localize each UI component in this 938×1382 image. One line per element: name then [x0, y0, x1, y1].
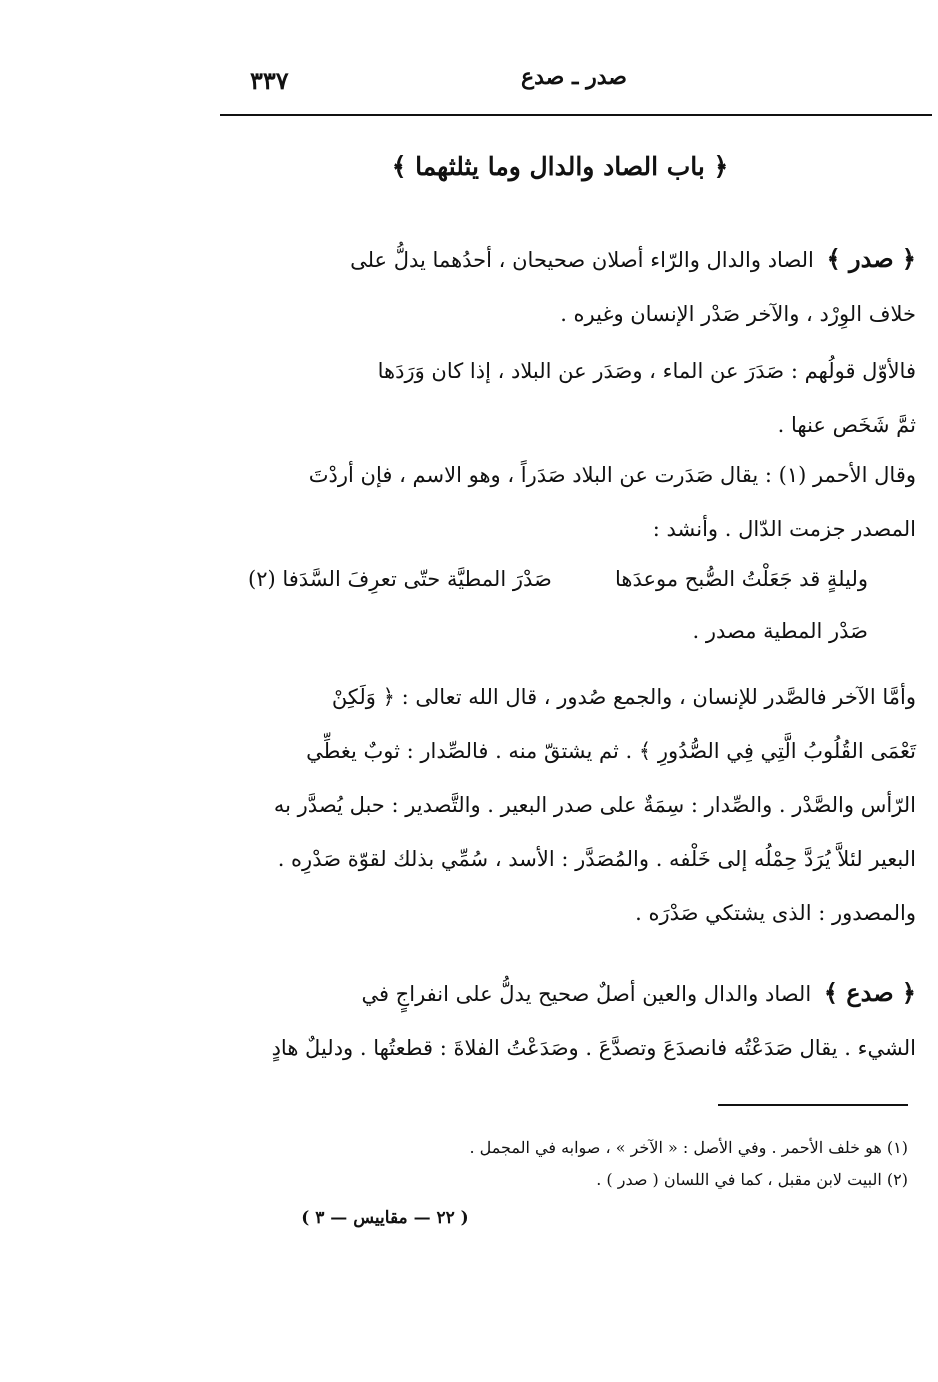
paragraph-first-meaning [226, 344, 916, 452]
entry-sadr-line-1 [226, 232, 916, 287]
chapter-title: ﴿ باب الصاد والدال وما يثلثهما ﴾ [391, 152, 729, 181]
entry-sada-line-2: الشيء . يقال صَدَعْتُه فانصدَعَ وتصدَّعَ . وصَدَعْتُ الفلاةَ : قطعتُها . ودليلٌ هادٍ [271, 1036, 916, 1060]
footnote-2: (٢) البيت لابن مقبل ، كما في اللسان ( صدر ) . [596, 1170, 908, 1189]
other-line-4: البعير لئلاَّ يُرَدَّ حِمْلُه إلى خَلْفه . والمُصَدَّر : الأسد ، سُمِّي بذلك لقوّة صَدْرِه . [277, 847, 916, 871]
verse-second-hemistich: صَدْرَ المطيَّة حتّى تعرِفَ السَّدَفا (٢) [248, 567, 552, 591]
first-line-2: ثمَّ شَخَص عنها . [777, 413, 916, 437]
ahmar-line-2: المصدر جزمت الدّال . وأنشد : [652, 517, 916, 541]
paragraph-ahmar [226, 448, 916, 556]
entry-sada [226, 966, 916, 1075]
running-title: صدر ـ صدع [521, 64, 627, 90]
paragraph-other-meaning [226, 670, 916, 940]
footnotes [248, 1132, 908, 1196]
other-line-2: تَعْمَى القُلُوبُ الَّتِي فِي الصُّدُورِ ﴾ . ثم يشتقّ منه . فالصِّدار : ثوبٌ يغطِّي [306, 739, 916, 763]
verse-note [228, 604, 868, 658]
entry-sada-text-1: الصاد والدال والعين أصلٌ صحيح يدلُّ على انفراجٍ في [361, 982, 812, 1006]
headword-sadr: ﴿ صدر ﴾ [826, 244, 916, 273]
entry-sadr [226, 232, 916, 341]
other-line-3: الرّأس والصَّدْر . والصِّدار : سِمَةٌ على صدر البعير . والتَّصدير : حبل يُصدَّر به [273, 793, 916, 817]
verse-note-line: صَدْر المطية مصدر . [692, 619, 868, 643]
verse [248, 552, 868, 606]
verse-first-hemistich: وليلةٍ قد جَعَلْتُ الصُّبح موعدَها [615, 567, 868, 591]
other-line-1: وأمَّا الآخر فالصَّدر للإنسان ، والجمع صُدور ، قال الله تعالى : ﴿ وَلَكِنْ [331, 685, 916, 709]
footnote-divider [718, 1104, 908, 1106]
header-divider [220, 114, 932, 116]
first-line-1: فالأوّل قولُهم : صَدَرَ عن الماء ، وصَدَر عن البلاد ، إذا كان وَرَدَها [377, 359, 916, 383]
headword-sada: ﴿ صدع ﴾ [823, 978, 916, 1007]
other-line-5: والمصدور : الذى يشتكي صَدْرَه . [635, 901, 916, 925]
footnote-1: (١) هو خلف الأحمر . وفي الأصل : « الآخر » ، صوابه في المجمل . [469, 1138, 908, 1157]
entry-sadr-text-1: الصاد والدال والرّاء أصلان صحيحان ، أحدُهما يدلُّ على [350, 248, 814, 272]
page-number: ٣٣٧ [250, 66, 289, 95]
ahmar-line-1: وقال الأحمر (١) : يقال صَدَرت عن البلاد صَدَراً ، وهو الاسم ، فإن أردْتَ [308, 463, 916, 487]
entry-sadr-line-2: خلاف الوِرْد ، والآخر صَدْر الإنسان وغيره . [560, 302, 916, 326]
printer-signature: ( ٢٢ — مقاييس — ٣ ) [301, 1208, 469, 1228]
entry-sada-line-1 [226, 966, 916, 1021]
page-header [220, 62, 928, 102]
